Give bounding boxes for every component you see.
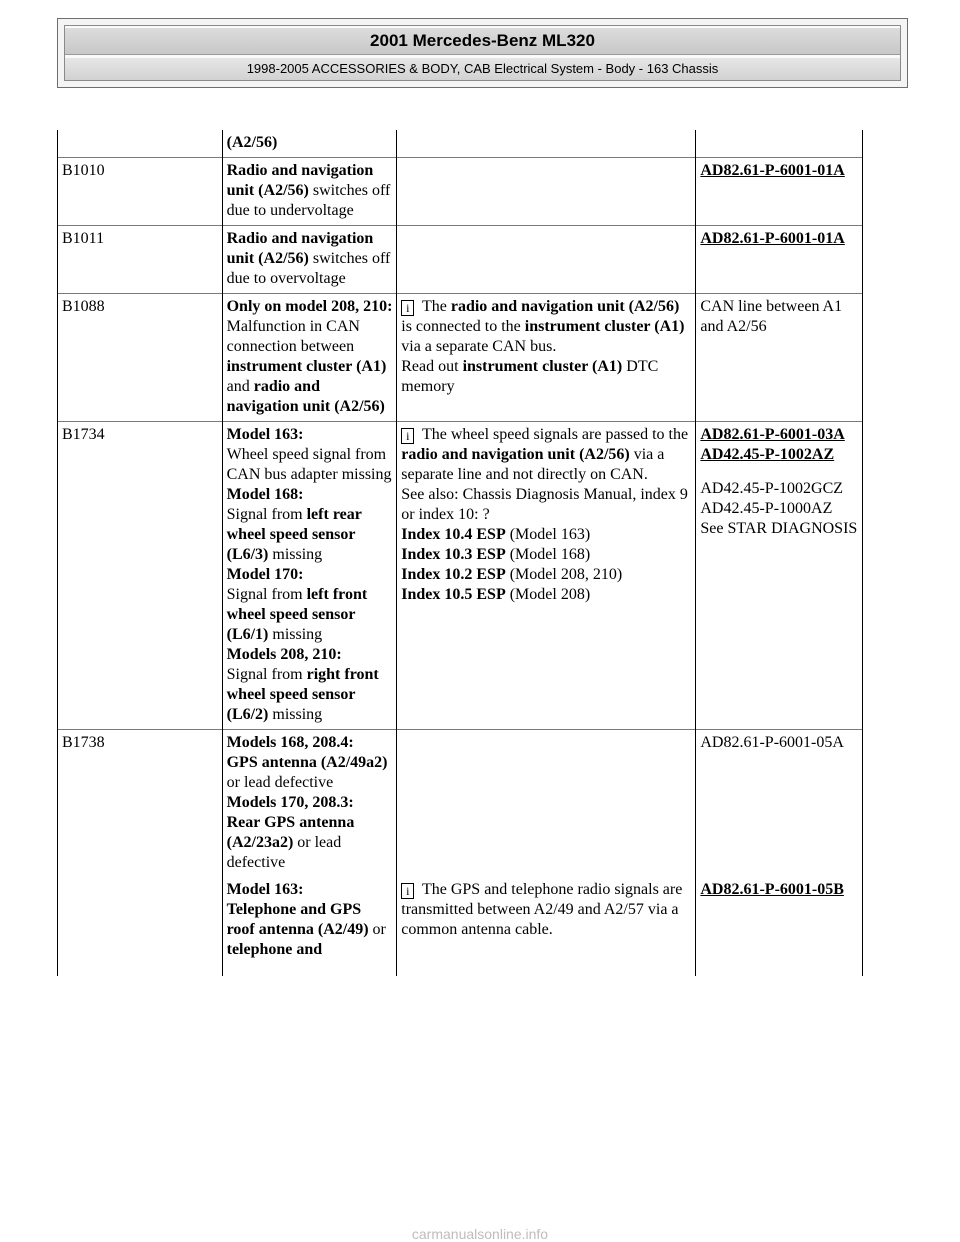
fault-cell: Radio and navigation unit (A2/56) switches off due to undervoltage <box>222 158 397 226</box>
reference-link[interactable]: AD82.61-P-6001-01A <box>700 162 845 179</box>
note-cell <box>397 130 696 158</box>
fault-cell: Model 163: Telephone and GPS roof antenna (A2/49) or telephone and <box>222 877 397 976</box>
fault-cell: (A2/56) <box>222 130 397 158</box>
code-cell: B1010 <box>58 158 223 226</box>
fault-cell: Radio and navigation unit (A2/56) switches off due to overvoltage <box>222 226 397 294</box>
reference-link[interactable]: AD82.61-P-6001-01A <box>700 230 845 247</box>
document-subtitle: 1998-2005 ACCESSORIES & BODY, CAB Electrical System - Body - 163 Chassis <box>65 58 900 80</box>
dtc-table <box>57 130 863 976</box>
reference-cell <box>696 226 863 294</box>
page-header-inner <box>64 25 901 81</box>
note-cell: i The wheel speed signals are passed to the radio and navigation unit (A2/56) via a separate line and not directly on CAN. See also: Chassis Diagnosis Manual, index 9 or index 10: ? Index 10.4 ESP (Model 163) Index 10.3 ESP (Model 168) Index 10.2 ESP (Model 208, 210) Index 10.5 ESP (Model 208) <box>397 422 696 730</box>
table-row <box>58 226 863 294</box>
reference-cell: AD82.61-P-6001-05A <box>696 730 863 878</box>
reference-cell: CAN line between A1 and A2/56 <box>696 294 863 422</box>
code-cell: B1088 <box>58 294 223 422</box>
reference-cell <box>696 130 863 158</box>
info-icon: i <box>401 300 414 316</box>
reference-cell <box>696 158 863 226</box>
reference-cell: AD82.61-P-6001-03A AD42.45-P-1002AZ AD42.45-P-1002GCZ AD42.45-P-1000AZ See STAR DIAGNOSIS <box>696 422 863 730</box>
note-cell <box>397 730 696 878</box>
table-row <box>58 422 863 730</box>
code-cell: B1738 <box>58 730 223 878</box>
fault-cell: Models 168, 208.4: GPS antenna (A2/49a2) or lead defective Models 170, 208.3: Rear GPS antenna (A2/23a2) or lead defective <box>222 730 397 878</box>
info-icon: i <box>401 883 414 899</box>
code-cell <box>58 877 223 976</box>
code-cell: B1011 <box>58 226 223 294</box>
table-row <box>58 130 863 158</box>
document-title: 2001 Mercedes-Benz ML320 <box>65 28 900 55</box>
info-icon: i <box>401 428 414 444</box>
reference-cell <box>696 877 863 976</box>
note-cell: i The radio and navigation unit (A2/56) is connected to the instrument cluster (A1) via a separate CAN bus. Read out instrument cluster (A1) DTC memory <box>397 294 696 422</box>
note-cell <box>397 158 696 226</box>
code-cell: B1734 <box>58 422 223 730</box>
code-cell <box>58 130 223 158</box>
reference-link[interactable]: AD82.61-P-6001-05B <box>700 881 844 898</box>
reference-link[interactable]: AD82.61-P-6001-03A <box>700 426 845 443</box>
table-row <box>58 730 863 878</box>
fault-cell: Only on model 208, 210: Malfunction in CAN connection between instrument cluster (A1) and radio and navigation unit (A2/56) <box>222 294 397 422</box>
note-cell <box>397 226 696 294</box>
fault-cell: Model 163: Wheel speed signal from CAN bus adapter missing Model 168: Signal from left rear wheel speed sensor (L6/3) missing Model 170: Signal from left front wheel speed sensor (L6/1) missing Models 208, 210: Signal from right front wheel speed sensor (L6/2) missing <box>222 422 397 730</box>
table-row <box>58 877 863 976</box>
note-cell: i The GPS and telephone radio signals are transmitted between A2/49 and A2/57 via a common antenna cable. <box>397 877 696 976</box>
watermark: carmanualsonline.info <box>411 1226 549 1242</box>
reference-link[interactable]: AD42.45-P-1002AZ <box>700 446 835 463</box>
table-row <box>58 158 863 226</box>
table-row <box>58 294 863 422</box>
page-header <box>57 18 908 88</box>
